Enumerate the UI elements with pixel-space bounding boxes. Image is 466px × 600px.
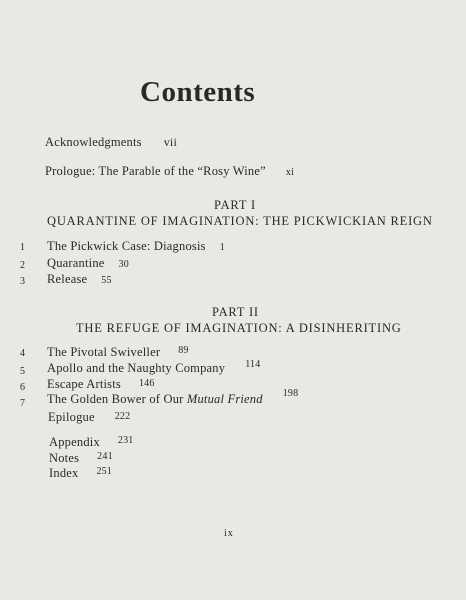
toc-entry-label: Index xyxy=(49,466,79,480)
toc-entry-label: The Pickwick Case: Diagnosis xyxy=(47,239,206,253)
toc-entry-label: Release xyxy=(47,272,88,286)
toc-entry-page: 89 xyxy=(178,345,189,356)
chapter-number: 3 xyxy=(20,276,25,287)
toc-entry-chapter xyxy=(47,377,155,392)
part-label: PART I xyxy=(214,198,256,212)
chapter-number: 2 xyxy=(20,260,25,271)
toc-entry-label: Appendix xyxy=(49,435,100,449)
toc-entry-page: 222 xyxy=(114,411,131,422)
toc-entry-label: The Pivotal Swiveller xyxy=(47,345,161,359)
toc-entry-chapter xyxy=(47,388,299,407)
toc-entry-label: Notes xyxy=(49,451,80,465)
toc-entry-label: Acknowledgments xyxy=(45,135,142,149)
toc-entry-label-italic: Mutual Friend xyxy=(186,392,263,406)
toc-entry-label: Epilogue xyxy=(48,410,95,424)
toc-entry-chapter xyxy=(47,239,225,254)
toc-entry-page: 231 xyxy=(117,435,134,446)
toc-entry-label: Escape Artists xyxy=(47,377,121,391)
chapter-number: 1 xyxy=(20,242,25,253)
toc-entry-chapter xyxy=(47,345,189,360)
chapter-number: 5 xyxy=(20,366,25,377)
toc-entry-page: 30 xyxy=(118,259,129,270)
toc-entry-chapter xyxy=(47,272,112,287)
part-title: QUARANTINE OF IMAGINATION: THE PICKWICKIAN REIGN xyxy=(47,214,433,228)
toc-entry-label: Quarantine xyxy=(47,256,105,270)
toc-entry-notes xyxy=(49,451,113,466)
toc-entry-page: xi xyxy=(285,167,295,178)
chapter-number: 6 xyxy=(20,382,25,393)
chapter-number: 4 xyxy=(20,348,25,359)
toc-entry-chapter xyxy=(47,256,129,271)
toc-entry-label: Apollo and the Naughty Company xyxy=(47,361,226,375)
part-label: PART II xyxy=(212,305,259,319)
toc-entry-page: 251 xyxy=(96,466,113,477)
part-title: THE REFUGE OF IMAGINATION: A DISINHERITING xyxy=(76,321,402,335)
page-title: Contents xyxy=(140,76,256,108)
toc-entry-page: vii xyxy=(163,135,178,149)
toc-entry-page: 55 xyxy=(101,275,112,286)
toc-entry-chapter xyxy=(47,361,260,376)
toc-entry-appendix xyxy=(49,435,134,450)
chapter-number: 7 xyxy=(20,398,25,409)
toc-entry-page: 146 xyxy=(138,378,155,389)
toc-entry-page: 241 xyxy=(97,451,113,462)
toc-entry-page: 1 xyxy=(219,242,225,253)
toc-entry-label: Prologue: The Parable of the “Rosy Wine” xyxy=(45,164,266,178)
page-folio: ix xyxy=(224,528,234,539)
toc-entry-index xyxy=(49,466,112,481)
toc-entry-acknowledgments xyxy=(45,135,177,150)
toc-entry-epilogue xyxy=(48,410,130,425)
toc-entry-label-pre: The Golden Bower of Our xyxy=(47,392,187,406)
toc-entry-prologue xyxy=(45,164,294,179)
toc-entry-page: 114 xyxy=(245,359,261,370)
toc-entry-page: 198 xyxy=(282,388,299,399)
